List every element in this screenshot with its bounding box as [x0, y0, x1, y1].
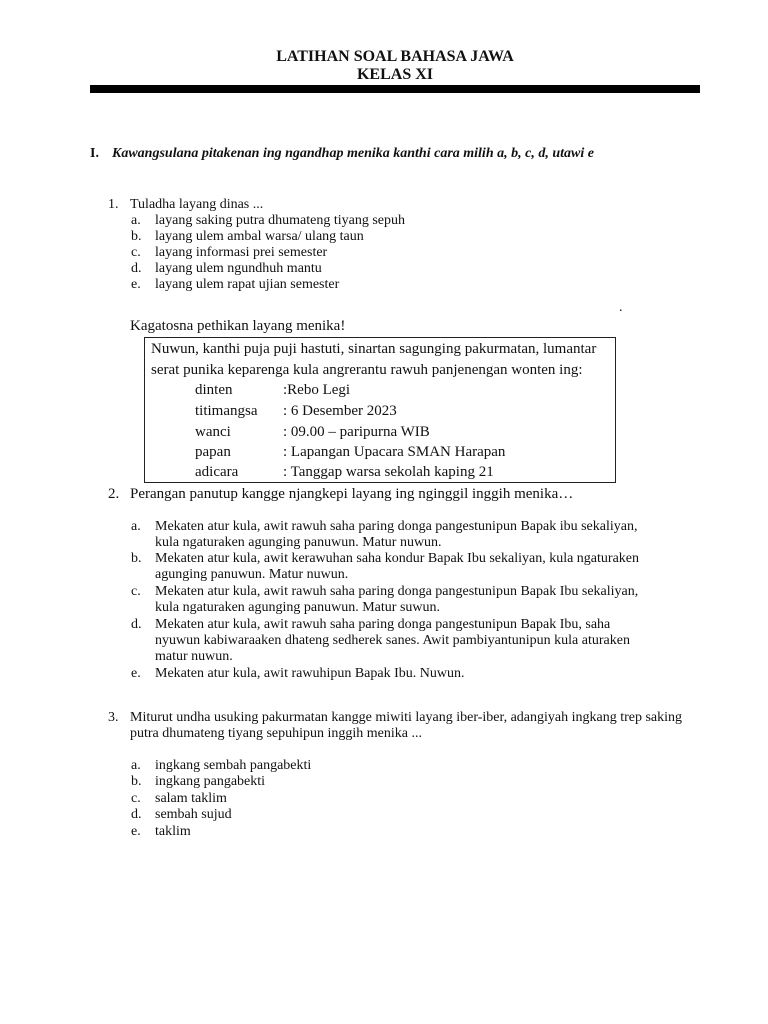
question-text: Perangan panutup kangge njangkepi layang ing nginggil inggih menika…: [130, 486, 574, 502]
option-letter: d.: [131, 807, 142, 822]
excerpt-line: serat punika keparenga kula angrerantu rawuh panjenengan wonten ing:: [151, 362, 583, 378]
option-text: layang saking putra dhumateng tiyang sepuh: [155, 213, 405, 228]
option-letter: b.: [131, 551, 142, 566]
option-text: Mekaten atur kula, awit rawuh saha paring donga pangestunipun Bapak ibu sekaliyan, kula ngaturaken agunging panuwun. Matur nuwun.: [155, 519, 638, 550]
excerpt-value: : Tanggap warsa sekolah kaping 21: [283, 464, 494, 480]
excerpt-lead: Kagatosna pethikan layang menika!: [130, 318, 346, 334]
excerpt-line: Nuwun, kanthi puja puji hastuti, sinartan sagunging pakurmatan, lumantar: [151, 341, 597, 357]
section-heading: [90, 146, 594, 162]
excerpt-key: adicara: [195, 464, 239, 480]
letter-excerpt-box: [144, 337, 616, 483]
option-letter: a.: [131, 758, 141, 773]
option-letter: e.: [131, 277, 141, 292]
excerpt-value: : 6 Desember 2023: [283, 403, 397, 419]
document-title: LATIHAN SOAL BAHASA JAWA: [276, 48, 514, 65]
document-subtitle: KELAS XI: [356, 66, 434, 83]
question-text: Miturut undha usuking pakurmatan kangge miwiti layang iber-iber, adangiyah ingkang trep saking putra dhumateng tiyang sepuhipun inggih menika ...: [130, 710, 683, 741]
excerpt-key: papan: [195, 444, 231, 460]
option-text: ingkang sembah pangabekti: [155, 758, 312, 773]
question-number: 2.: [108, 486, 120, 502]
question-number: 3.: [108, 710, 119, 725]
option-text: sembah sujud: [155, 807, 232, 822]
option-letter: c.: [131, 245, 141, 260]
option-text: taklim: [155, 824, 191, 839]
section-number: I.: [90, 146, 99, 161]
option-letter: e.: [131, 666, 141, 681]
stray-dot: .: [619, 300, 623, 315]
option-text: layang ulem ngundhuh mantu: [155, 261, 322, 276]
option-text: layang informasi prei semester: [155, 245, 328, 260]
option-text: ingkang pangabekti: [155, 774, 266, 789]
option-text: Mekaten atur kula, awit rawuh saha paring donga pangestunipun Bapak Ibu, saha nyuwun kabiwaraaken dhateng sedherek sanes. Awit pambiyantunipun kula aturaken matur nuwun.: [155, 617, 630, 664]
excerpt-value: : 09.00 – paripurna WIB: [283, 424, 430, 440]
option-letter: d.: [131, 617, 142, 632]
option-letter: c.: [131, 584, 141, 599]
option-text: Mekaten atur kula, awit rawuhipun Bapak Ibu. Nuwun.: [155, 666, 465, 681]
option-letter: c.: [131, 791, 141, 806]
option-text: salam taklim: [155, 791, 227, 806]
excerpt-value: :Rebo Legi: [283, 382, 351, 398]
question-number: 1.: [108, 197, 119, 212]
option-text: layang ulem rapat ujian semester: [155, 277, 340, 292]
option-text: layang ulem ambal warsa/ ulang taun: [155, 229, 364, 244]
option-letter: a.: [131, 519, 141, 534]
title-divider: [90, 85, 700, 93]
option-letter: b.: [131, 774, 142, 789]
option-letter: a.: [131, 213, 141, 228]
option-letter: d.: [131, 261, 142, 276]
excerpt-key: titimangsa: [195, 403, 258, 419]
option-letter: b.: [131, 229, 142, 244]
option-letter: e.: [131, 824, 141, 839]
question-text: Tuladha layang dinas ...: [130, 197, 264, 212]
excerpt-key: wanci: [195, 424, 231, 440]
excerpt-value: : Lapangan Upacara SMAN Harapan: [283, 444, 506, 460]
option-text: Mekaten atur kula, awit rawuh saha paring donga pangestunipun Bapak Ibu sekaliyan, kula ngaturaken agunging panuwun. Matur suwun.: [155, 584, 639, 615]
excerpt-key: dinten: [195, 382, 233, 398]
option-text: Mekaten atur kula, awit kerawuhan saha kondur Bapak Ibu sekaliyan, kula ngaturaken agunging panuwun. Matur nuwun.: [155, 551, 639, 582]
section-instruction: Kawangsulana pitakenan ing ngandhap menika kanthi cara milih a, b, c, d, utawi e: [112, 146, 594, 161]
